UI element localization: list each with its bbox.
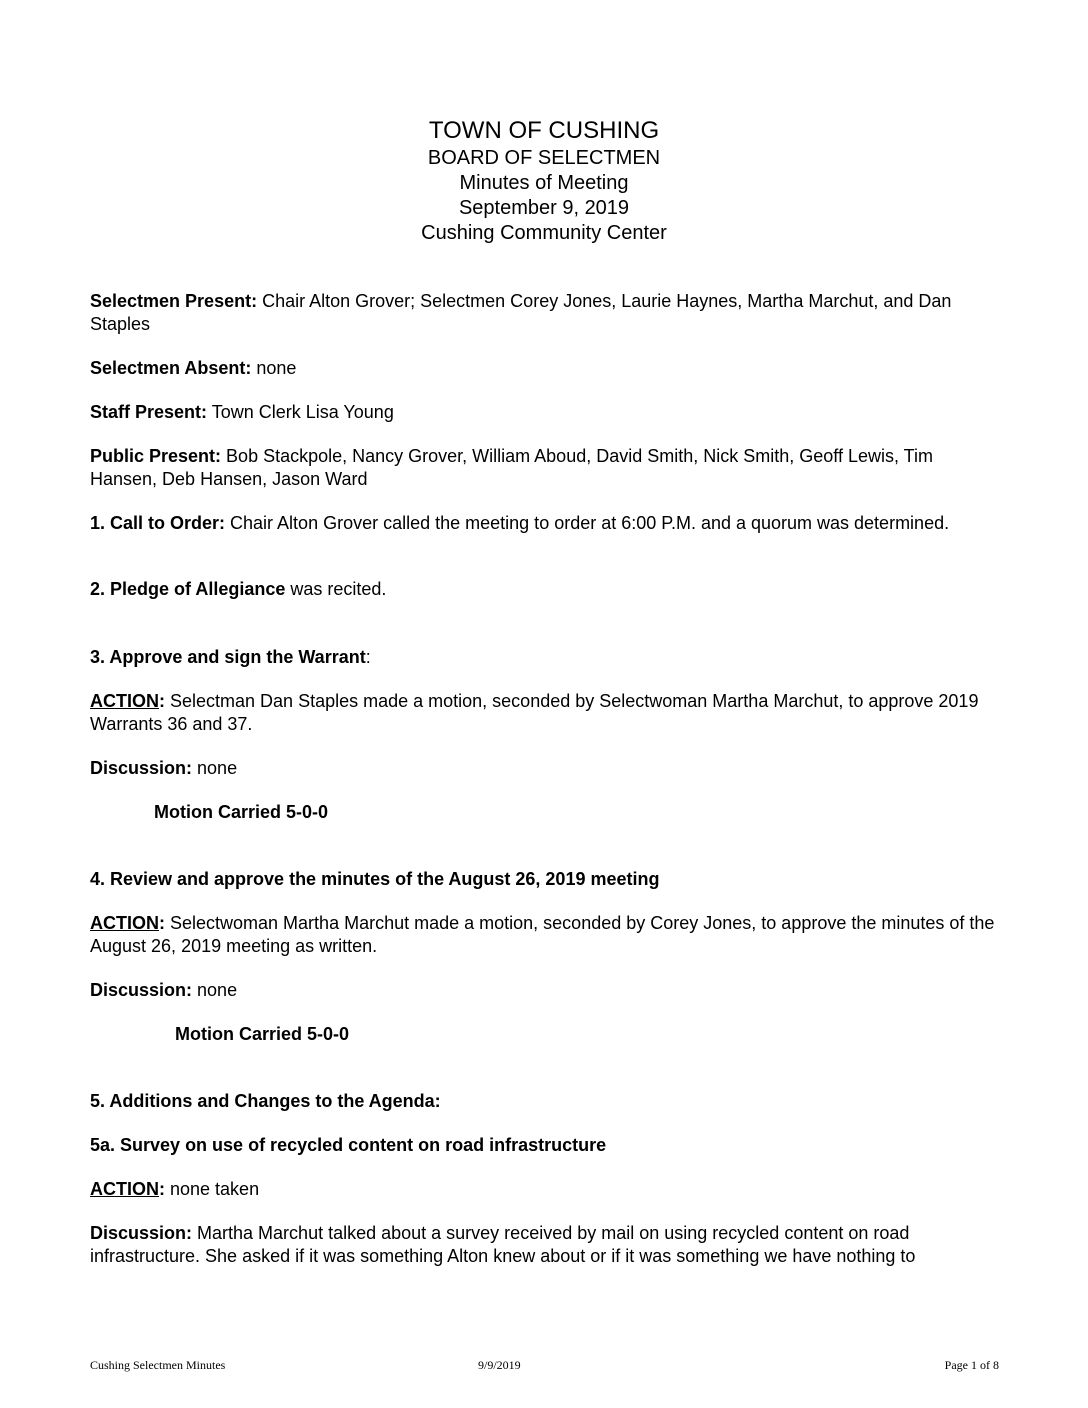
town-title: TOWN OF CUSHING [428, 117, 660, 144]
warrant-heading-text: 3. Approve and sign the Warrant [90, 647, 366, 667]
selectmen-absent [90, 357, 1000, 380]
selectmen-absent-label: Selectmen Absent: [90, 358, 252, 378]
survey-heading: 5a. Survey on use of recycled content on road infrastructure [90, 1135, 607, 1155]
selectmen-present-text: Chair Alton Grover; Selectmen Corey Jones, Laurie Haynes, Martha Marchut, and Dan Staples [90, 291, 952, 334]
pledge-text: was recited. [285, 579, 387, 599]
discussion-label: Discussion: [90, 758, 193, 778]
footer-date: 9/9/2019 [478, 1358, 521, 1372]
warrant-action-text: Selectman Dan Staples made a motion, seconded by Selectwoman Martha Marchut, to approve 2019 Warrants 36 and 37. [90, 691, 979, 734]
survey-action [90, 1178, 1000, 1201]
minutes-review-heading: 4. Review and approve the minutes of the August 26, 2019 meeting [90, 869, 660, 889]
survey-action-text: none taken [165, 1179, 260, 1199]
minutes-motion-carried: Motion Carried 5-0-0 [175, 1024, 350, 1044]
minutes-body [90, 290, 1000, 1268]
meeting-date: September 9, 2019 [458, 197, 630, 219]
public-present [90, 445, 1000, 491]
warrant-heading [90, 646, 1000, 669]
staff-present [90, 401, 1000, 424]
board-name: BOARD OF SELECTMEN [427, 147, 661, 169]
footer-left: Cushing Selectmen Minutes [90, 1358, 226, 1372]
staff-present-label: Staff Present: [90, 402, 208, 422]
action-label: ACTION [90, 913, 159, 933]
warrant-action [90, 690, 1000, 736]
action-colon: : [159, 691, 165, 711]
warrant-heading-colon: : [365, 647, 371, 667]
discussion-text: none [192, 758, 238, 778]
action-label: ACTION [90, 1179, 159, 1199]
discussion-label: Discussion: [90, 980, 193, 1000]
public-present-text: Bob Stackpole, Nancy Grover, William Aboud, David Smith, Nick Smith, Geoff Lewis, Tim Hansen, Deb Hansen, Jason Ward [90, 446, 933, 489]
discussion-label: Discussion: [90, 1223, 193, 1243]
action-colon: : [159, 1179, 165, 1199]
action-label: ACTION [90, 691, 159, 711]
minutes-discussion [90, 979, 1000, 1002]
document-type: Minutes of Meeting [459, 172, 629, 194]
discussion-text: none [192, 980, 238, 1000]
minutes-action-text: Selectwoman Martha Marchut made a motion, seconded by Corey Jones, to approve the minutes of the August 26, 2019 meeting as written. [90, 913, 995, 956]
footer-page-number: Page 1 of 8 [944, 1358, 999, 1372]
meeting-location: Cushing Community Center [421, 222, 667, 244]
call-to-order-text: Chair Alton Grover called the meeting to order at 6:00 P.M. and a quorum was determined. [225, 513, 950, 533]
pledge-label: 2. Pledge of Allegiance [90, 579, 286, 599]
pledge-of-allegiance [90, 578, 1000, 601]
warrant-motion-carried: Motion Carried 5-0-0 [154, 802, 329, 822]
call-to-order [90, 512, 1000, 535]
selectmen-absent-text: none [251, 358, 297, 378]
selectmen-present [90, 290, 1000, 336]
survey-discussion [90, 1222, 1000, 1268]
agenda-changes-heading: 5. Additions and Changes to the Agenda: [90, 1091, 441, 1111]
call-to-order-label: 1. Call to Order: [90, 513, 226, 533]
minutes-action [90, 912, 1000, 958]
public-present-label: Public Present: [90, 446, 222, 466]
selectmen-present-label: Selectmen Present: [90, 291, 258, 311]
warrant-discussion [90, 757, 1000, 780]
action-colon: : [159, 913, 165, 933]
document-header [0, 116, 1088, 246]
staff-present-text: Town Clerk Lisa Young [207, 402, 394, 422]
survey-discussion-text: Martha Marchut talked about a survey received by mail on using recycled content on road infrastructure. She asked if it was something Alton knew about or if it was something we have nothing to [90, 1223, 916, 1266]
